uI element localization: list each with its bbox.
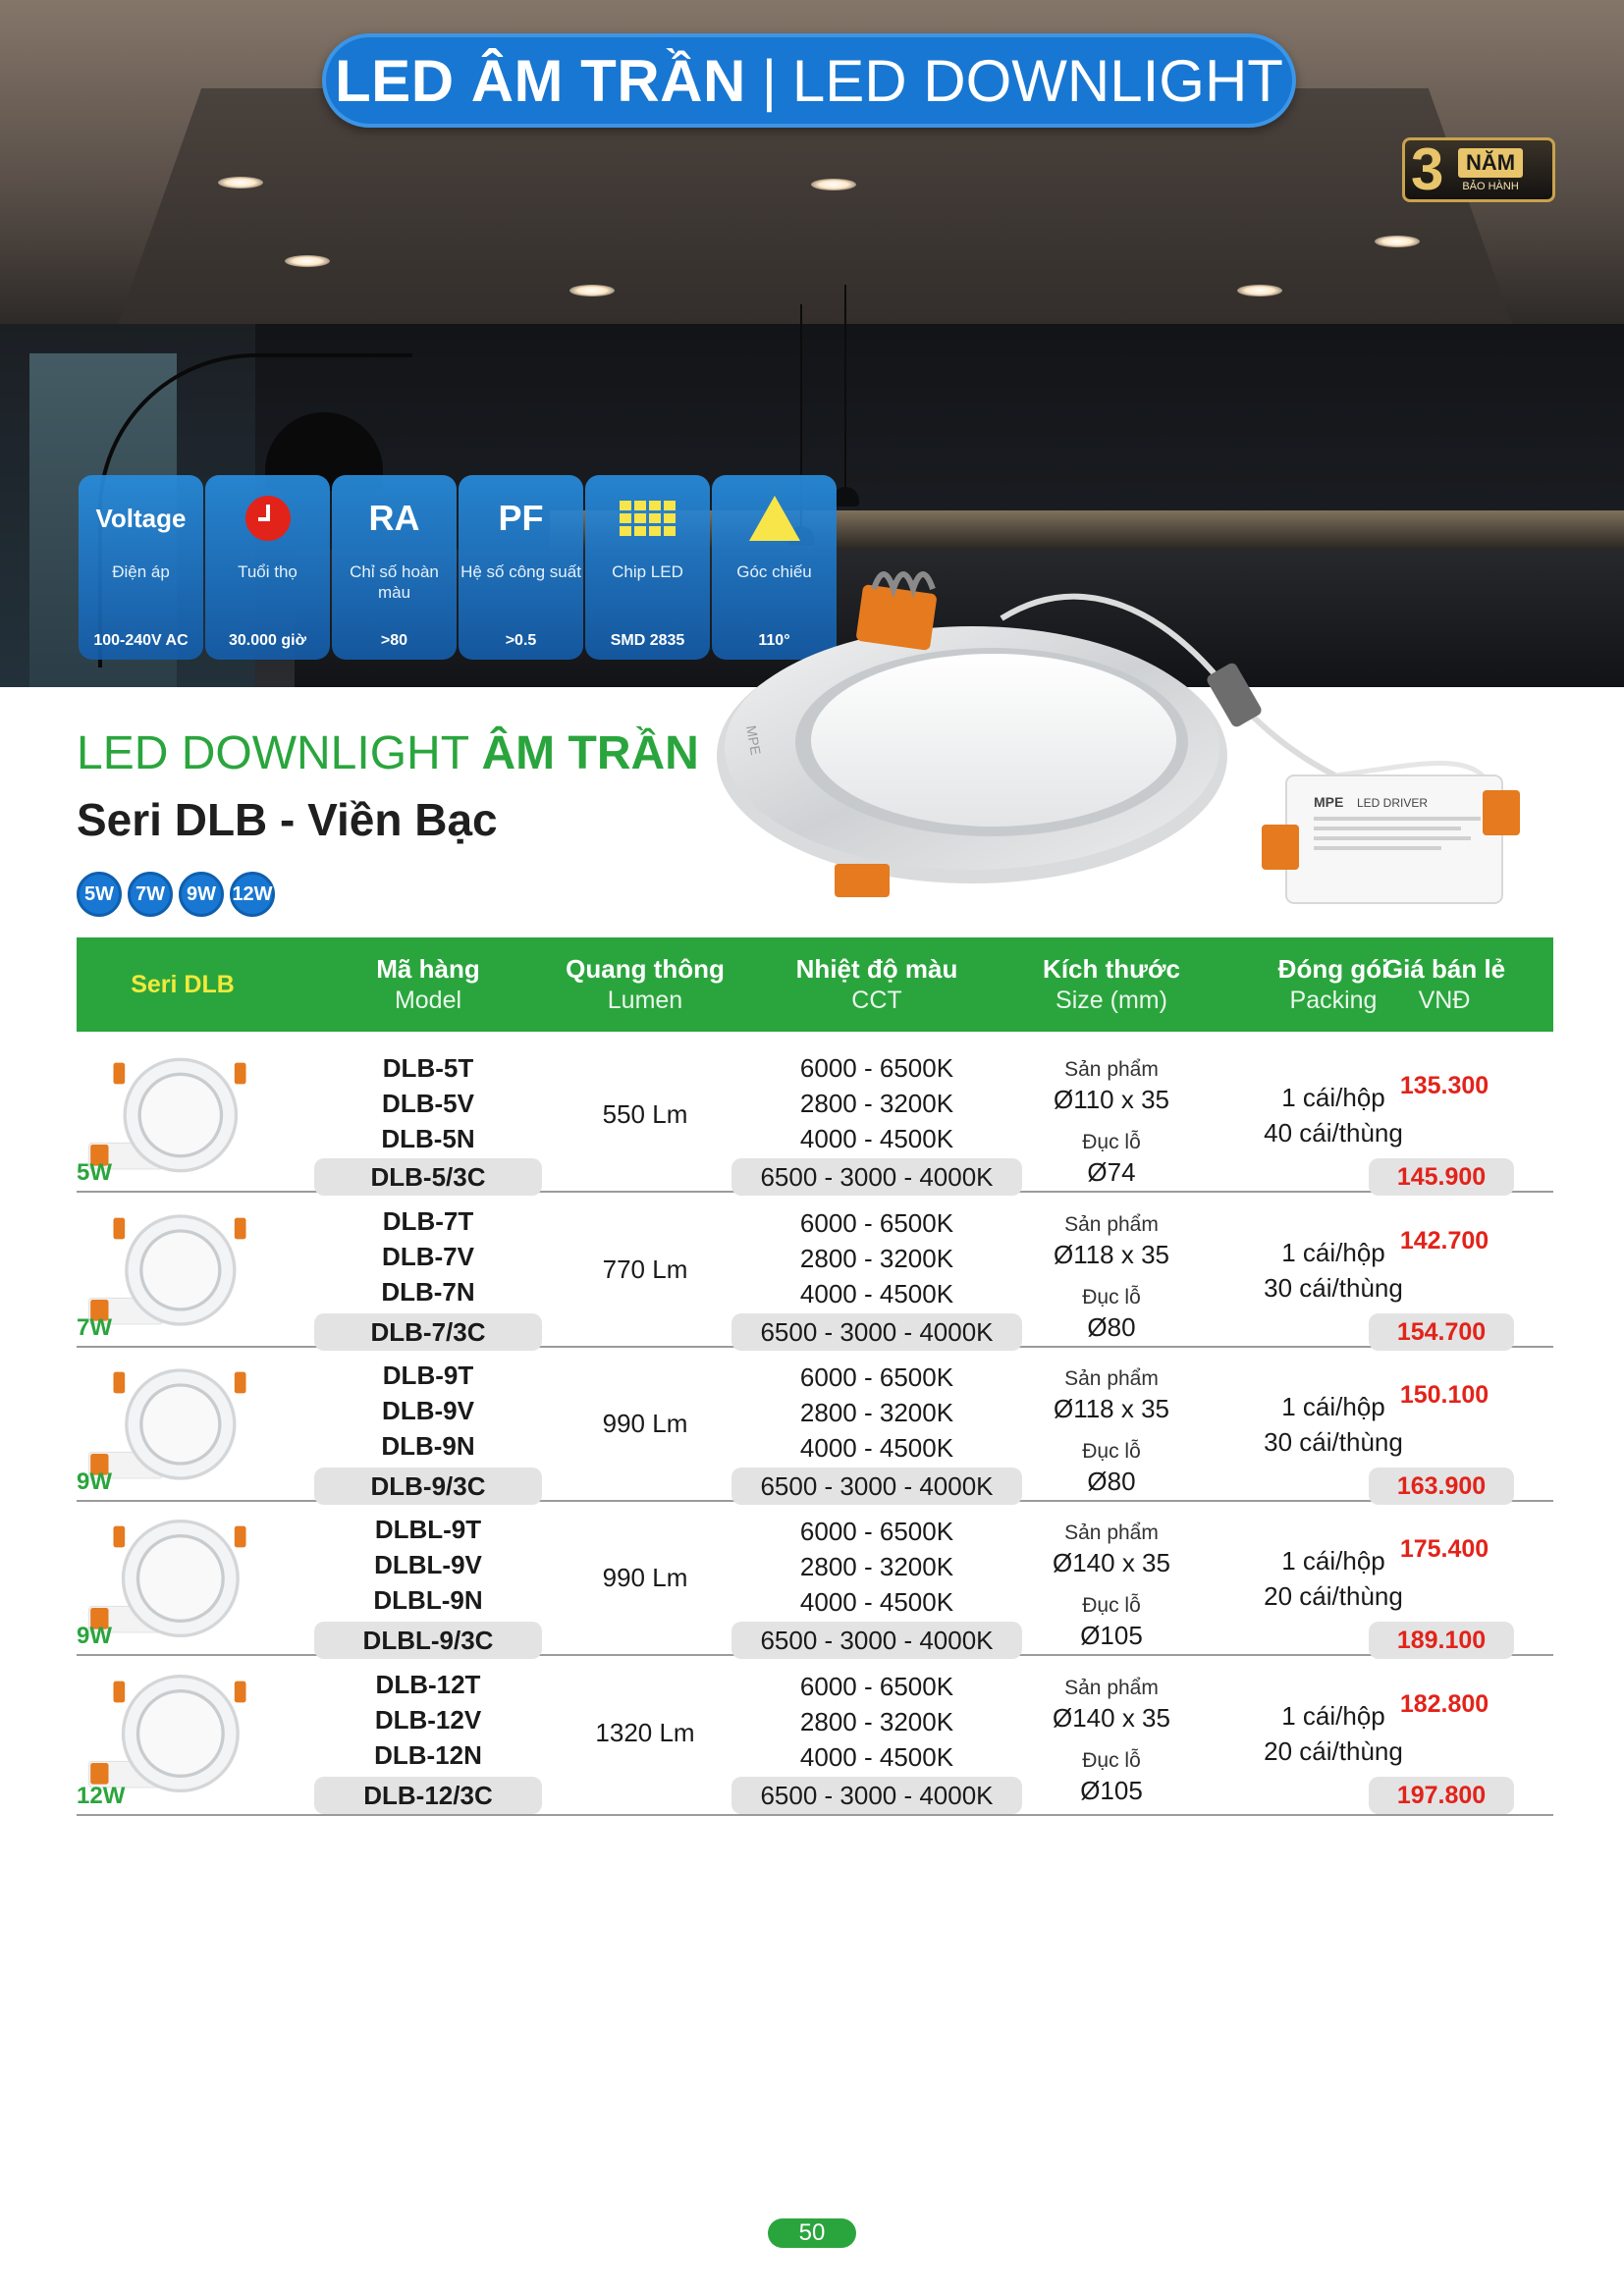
- wattage-badge: 5W: [77, 872, 122, 917]
- size-hole-value: Ø105: [1080, 1776, 1143, 1805]
- packing-box: 1 cái/hộp: [1281, 1392, 1385, 1421]
- spec-value: 100-240V AC: [93, 632, 189, 649]
- wattage-badge: 12W: [230, 872, 275, 917]
- model-3c-pill: DLB-5/3C: [314, 1158, 542, 1196]
- model-code: DLB-7T: [382, 1206, 474, 1236]
- page-title-banner: [322, 33, 1296, 128]
- spec-tile-pf: [459, 475, 583, 660]
- size-hole-label: Đục lỗ: [1082, 1440, 1141, 1463]
- price-3c-pill: 197.800: [1369, 1777, 1514, 1814]
- price-3c-pill: 154.700: [1369, 1313, 1514, 1351]
- cct-value: 2800 - 3200K: [799, 1244, 954, 1273]
- ceiling-spotlight: [285, 255, 330, 267]
- ceiling-spotlight: [218, 177, 263, 188]
- model-code: DLB-9N: [381, 1431, 475, 1461]
- model-3c-pill: DLB-7/3C: [314, 1313, 542, 1351]
- price-value: 175.400: [1399, 1535, 1489, 1563]
- header-series: [77, 937, 289, 1032]
- model-code: DLB-9V: [382, 1396, 474, 1425]
- title-english: LED DOWNLIGHT: [791, 47, 1283, 114]
- driver-label: LED DRIVER: [1357, 796, 1429, 810]
- cct-value: 4000 - 4500K: [799, 1433, 954, 1463]
- spec-value: 110°: [758, 632, 790, 649]
- spec-label: Chỉ số hoàn màu: [350, 562, 439, 602]
- packing-carton: 40 cái/thùng: [1264, 1118, 1403, 1148]
- spec-label: Hệ số công suất: [460, 562, 581, 581]
- ceiling-spotlight: [569, 285, 615, 296]
- price-3c-pill: 189.100: [1369, 1622, 1514, 1659]
- size-hole-label: Đục lỗ: [1082, 1286, 1141, 1308]
- spec-label: Điện áp: [112, 562, 170, 581]
- cct-3c-pill: 6500 - 3000 - 4000K: [731, 1468, 1022, 1505]
- header-price: [1371, 937, 1518, 1032]
- warranty-caption: BẢO HÀNH: [1462, 180, 1519, 192]
- header-lumen-vi: Quang thông: [566, 954, 725, 984]
- header-lumen-en: Lumen: [607, 987, 683, 1014]
- size-product-label: Sản phẩm: [1064, 1367, 1159, 1390]
- header-price-vi: Giá bán lẻ: [1382, 954, 1506, 984]
- wattage-badge: 7W: [128, 872, 173, 917]
- model-code: DLBL-9T: [374, 1515, 482, 1544]
- product-heading: [77, 726, 699, 780]
- downlight-brand: MPE: [743, 723, 765, 757]
- model-code: DLBL-9V: [374, 1550, 482, 1579]
- pendant-cord: [844, 285, 846, 491]
- series-name: Seri DLB - Viền Bạc: [77, 794, 498, 845]
- table-row: [77, 1194, 1553, 1348]
- product-heading-bold: ÂM TRẦN: [481, 727, 699, 779]
- chip-icon: [620, 495, 676, 542]
- packing-box: 1 cái/hộp: [1281, 1238, 1385, 1267]
- model-code: DLB-5N: [381, 1124, 475, 1153]
- cct-value: 6000 - 6500K: [799, 1053, 954, 1083]
- table-row: [77, 1502, 1553, 1656]
- size-hole-label: Đục lỗ: [1082, 1594, 1141, 1617]
- table-row: [77, 1348, 1553, 1502]
- size-product-value: Ø118 x 35: [1053, 1240, 1170, 1269]
- cct-3c-pill: 6500 - 3000 - 4000K: [731, 1158, 1022, 1196]
- cct-value: 6000 - 6500K: [799, 1208, 954, 1238]
- header-model: [314, 937, 542, 1032]
- cct-value: 4000 - 4500K: [799, 1279, 954, 1308]
- spec-value: 30.000 giờ: [229, 632, 306, 649]
- title-separator: |: [761, 48, 777, 113]
- packing-box: 1 cái/hộp: [1281, 1701, 1385, 1731]
- ra-icon: [369, 495, 420, 542]
- spec-value: >0.5: [505, 632, 537, 649]
- cct-value: 6000 - 6500K: [799, 1517, 954, 1546]
- pf-icon: [498, 495, 543, 542]
- clock-icon: [245, 495, 291, 542]
- size-product-label: Sản phẩm: [1064, 1213, 1159, 1236]
- row-wattage: 12W: [77, 1783, 126, 1809]
- page-number: 50: [768, 2218, 856, 2248]
- header-cct-en: CCT: [851, 987, 902, 1014]
- price-value: 142.700: [1399, 1227, 1489, 1255]
- cct-value: 6000 - 6500K: [799, 1362, 954, 1392]
- cct-value: 6000 - 6500K: [799, 1672, 954, 1701]
- lumen-value: 550 Lm: [602, 1099, 688, 1129]
- model-code: DLB-5V: [382, 1089, 474, 1118]
- spec-label: Tuổi thọ: [238, 562, 298, 581]
- ra-icon-text: RA: [368, 498, 420, 538]
- lumen-value: 770 Lm: [602, 1255, 688, 1284]
- table-row: [77, 1657, 1553, 1816]
- model-code: DLB-12N: [374, 1740, 482, 1770]
- packing-box: 1 cái/hộp: [1281, 1083, 1385, 1112]
- size-product-label: Sản phẩm: [1064, 1058, 1159, 1081]
- price-value: 182.800: [1399, 1690, 1489, 1718]
- model-code: DLB-7N: [381, 1277, 475, 1307]
- row-wattage: 5W: [77, 1159, 112, 1186]
- price-value: 135.300: [1399, 1072, 1489, 1099]
- lumen-value: 990 Lm: [602, 1409, 688, 1438]
- size-product-value: Ø140 x 35: [1053, 1548, 1170, 1577]
- size-hole-value: Ø80: [1087, 1467, 1136, 1496]
- voltage-icon: [96, 495, 187, 542]
- header-cct-vi: Nhiệt độ màu: [795, 954, 958, 984]
- size-product-value: Ø110 x 35: [1053, 1085, 1170, 1114]
- warranty-word: NĂM: [1458, 148, 1523, 178]
- table-row: [77, 1039, 1553, 1193]
- size-hole-label: Đục lỗ: [1082, 1131, 1141, 1153]
- model-code: DLB-12V: [374, 1705, 482, 1735]
- cct-value: 2800 - 3200K: [799, 1398, 954, 1427]
- wattage-badges: [77, 872, 275, 917]
- warranty-years: 3: [1411, 136, 1444, 202]
- cct-value: 2800 - 3200K: [799, 1707, 954, 1736]
- spec-tile-voltage: [79, 475, 203, 660]
- price-value: 150.100: [1399, 1381, 1489, 1409]
- spec-value: >80: [380, 632, 408, 649]
- spec-label: Góc chiếu: [736, 562, 812, 581]
- packing-box: 1 cái/hộp: [1281, 1546, 1385, 1575]
- size-hole-value: Ø80: [1087, 1312, 1136, 1342]
- size-product-label: Sản phẩm: [1064, 1677, 1159, 1699]
- cct-value: 4000 - 4500K: [799, 1587, 954, 1617]
- cct-value: 4000 - 4500K: [799, 1742, 954, 1772]
- header-packing-vi: Đóng gói: [1277, 954, 1389, 984]
- spec-label: Chip LED: [612, 562, 683, 581]
- header-price-en: VNĐ: [1418, 987, 1471, 1014]
- size-hole-value: Ø105: [1080, 1621, 1143, 1650]
- row-wattage: 7W: [77, 1314, 112, 1341]
- warranty-badge: [1402, 137, 1555, 202]
- price-3c-pill: 163.900: [1369, 1468, 1514, 1505]
- cct-3c-pill: 6500 - 3000 - 4000K: [731, 1313, 1022, 1351]
- size-hole-label: Đục lỗ: [1082, 1749, 1141, 1772]
- cct-value: 2800 - 3200K: [799, 1552, 954, 1581]
- cct-3c-pill: 6500 - 3000 - 4000K: [731, 1777, 1022, 1814]
- model-3c-pill: DLBL-9/3C: [314, 1622, 542, 1659]
- model-3c-pill: DLB-9/3C: [314, 1468, 542, 1505]
- header-size-en: Size (mm): [1056, 987, 1167, 1014]
- table-header: [77, 937, 1553, 1032]
- header-model-vi: Mã hàng: [376, 954, 480, 984]
- cct-value: 4000 - 4500K: [799, 1124, 954, 1153]
- packing-carton: 20 cái/thùng: [1264, 1581, 1403, 1611]
- model-code: DLB-5T: [382, 1053, 474, 1083]
- cct-3c-pill: 6500 - 3000 - 4000K: [731, 1622, 1022, 1659]
- model-code: DLBL-9N: [373, 1585, 483, 1615]
- size-hole-value: Ø74: [1087, 1157, 1136, 1187]
- header-model-en: Model: [394, 987, 462, 1014]
- model-code: DLB-9T: [382, 1361, 474, 1390]
- spec-tile-ra: [332, 475, 457, 660]
- model-code: DLB-7V: [382, 1242, 474, 1271]
- header-series-label: Seri DLB: [131, 971, 235, 998]
- packing-carton: 30 cái/thùng: [1264, 1273, 1403, 1303]
- model-3c-pill: DLB-12/3C: [314, 1777, 542, 1814]
- ceiling-spotlight: [1237, 285, 1282, 296]
- product-illustration: [707, 530, 1571, 942]
- row-wattage: 9W: [77, 1468, 112, 1495]
- ceiling-spotlight: [811, 179, 856, 190]
- packing-carton: 20 cái/thùng: [1264, 1736, 1403, 1766]
- title-vietnamese: LED ÂM TRẦN: [335, 47, 746, 114]
- voltage-icon-text: Voltage: [95, 503, 187, 533]
- row-wattage: 9W: [77, 1623, 112, 1649]
- spec-value: SMD 2835: [610, 632, 685, 649]
- size-product-value: Ø140 x 35: [1053, 1703, 1170, 1733]
- pf-icon-text: PF: [498, 498, 544, 538]
- model-code: DLB-12T: [375, 1670, 481, 1699]
- driver-brand: MPE: [1314, 794, 1344, 810]
- packing-carton: 30 cái/thùng: [1264, 1427, 1403, 1457]
- size-product-label: Sản phẩm: [1064, 1522, 1159, 1544]
- header-size-vi: Kích thước: [1043, 954, 1180, 984]
- spec-tile-chip: [585, 475, 710, 660]
- header-packing-en: Packing: [1289, 987, 1378, 1014]
- wattage-badge: 9W: [179, 872, 224, 917]
- lumen-value: 990 Lm: [602, 1563, 688, 1592]
- ceiling-spotlight: [1375, 236, 1420, 247]
- cct-value: 2800 - 3200K: [799, 1089, 954, 1118]
- lumen-value: 1320 Lm: [595, 1718, 695, 1747]
- spec-tile-lifetime: [205, 475, 330, 660]
- size-product-value: Ø118 x 35: [1053, 1394, 1170, 1423]
- product-heading-regular: LED DOWNLIGHT: [77, 727, 469, 779]
- price-3c-pill: 145.900: [1369, 1158, 1514, 1196]
